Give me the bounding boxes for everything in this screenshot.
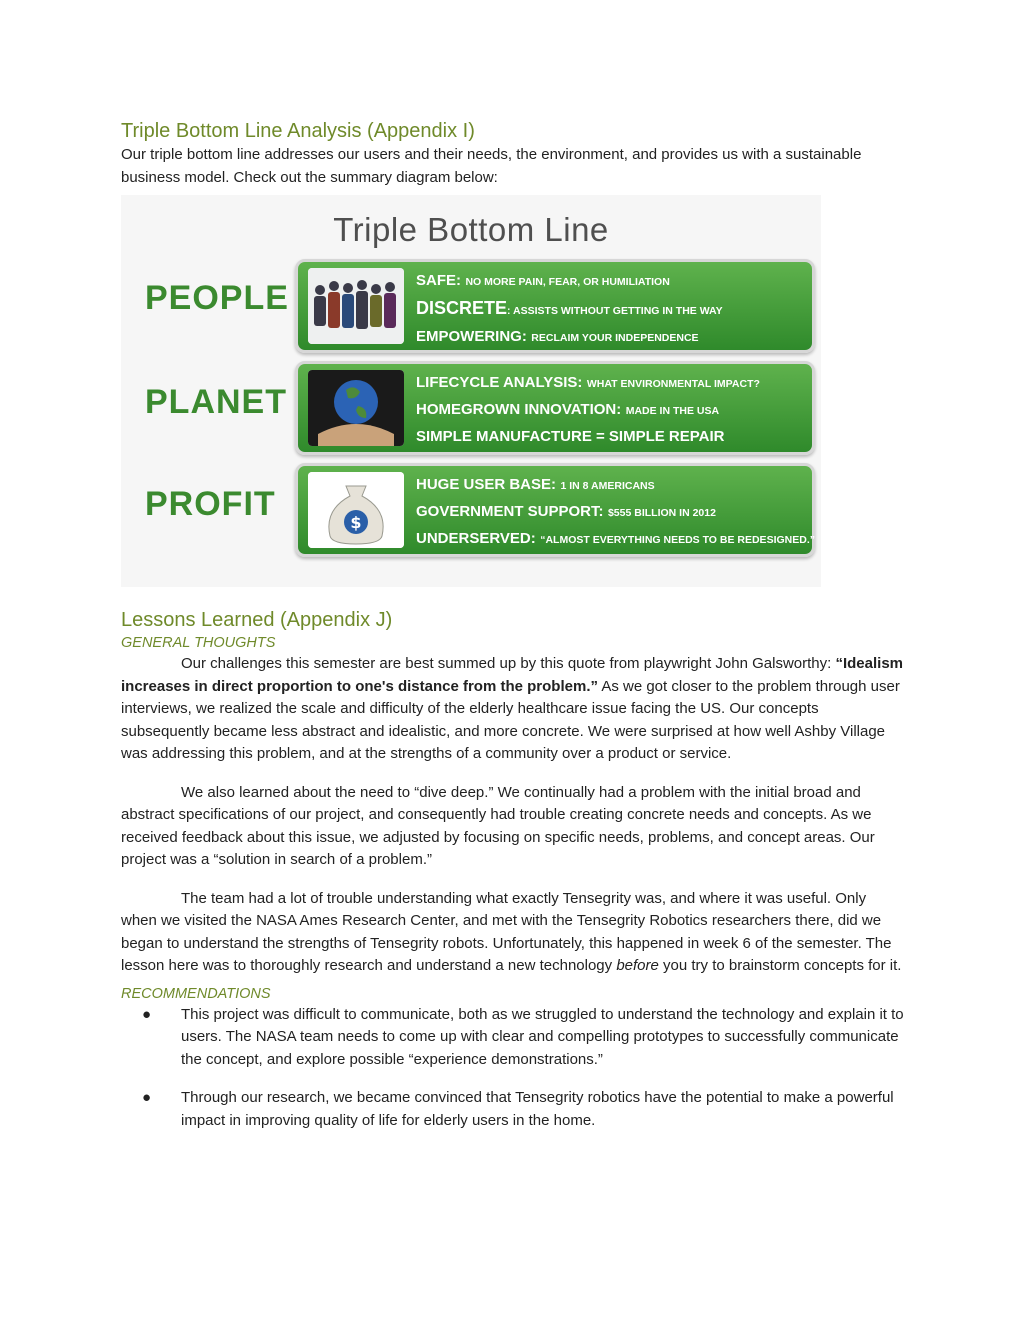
section-title-lessons: Lessons Learned (Appendix J) <box>121 609 393 631</box>
list-item: ● Through our research, we became convinced that Tensegrity robotics have the potential to make a powerful impact in improving quality of life for elderly users in the home. <box>142 1089 894 1129</box>
diagram-title: Triple Bottom Line <box>333 211 609 248</box>
profit-line-1: HUGE USER BASE: 1 IN 8 AMERICANS <box>416 476 655 493</box>
people-line-3: EMPOWERING: RECLAIM YOUR INDEPENDENCE <box>416 328 699 345</box>
paragraph-2: We also learned about the need to “dive deep.” We continually had a problem with the initial broad and abstract specifications of our project, and consequently had trouble creating concrete needs and concepts. As we received feedback about this issue, we adjusted by focusing on specific needs, problems, and concept areas. Our project was a “solution in search of a problem.” <box>121 783 875 868</box>
profit-line-2: GOVERNMENT SUPPORT: $555 BILLION IN 2012 <box>416 503 716 520</box>
people-crowd-icon <box>308 268 404 344</box>
list-item: ● This project was difficult to communicate, both as we struggled to understand the technology and explain it to users. The NASA team needs to come up with clear and compelling prototypes to successfully communicate the concept, and explore possible “experience demonstrations.” <box>142 1005 904 1068</box>
subheading-general-thoughts: GENERAL THOUGHTS <box>121 635 276 651</box>
planet-line-1: LIFECYCLE ANALYSIS: WHAT ENVIRONMENTAL IMPACT? <box>416 374 760 391</box>
money-bag-icon <box>308 472 404 548</box>
people-line-1: SAFE: NO MORE PAIN, FEAR, OR HUMILIATION <box>416 272 670 289</box>
planet-line-3: SIMPLE MANUFACTURE = SIMPLE REPAIR <box>416 428 725 445</box>
tbl-intro-paragraph: Our triple bottom line addresses our users and their needs, the environment, and provides us with a sustainable business model. Check out the summary diagram below: <box>121 146 862 186</box>
paragraph-3: The team had a lot of trouble understanding what exactly Tensegrity was, and where it was useful. Only when we visited the NASA Ames Research Center, and met with the Tensegrity Robotics researchers there, did we began to understand the strengths of Tensegrity robots. Unfortunately, this happened in week 6 of the semester. The lesson here was to thoroughly research and understand a new technology before you try to brainstorm concepts for it. <box>121 889 902 974</box>
band-planet <box>295 361 815 455</box>
subheading-recommendations: RECOMMENDATIONS <box>121 985 271 1002</box>
row-label-planet: PLANET <box>145 383 287 421</box>
triple-bottom-line-diagram <box>121 195 821 587</box>
bullet-icon: ● <box>142 1005 152 1023</box>
svg-text:$: $ <box>350 513 362 532</box>
section-title-tbl: Triple Bottom Line Analysis (Appendix I) <box>121 120 475 142</box>
planet-line-2: HOMEGROWN INNOVATION: MADE IN THE USA <box>416 401 720 418</box>
bullet-icon: ● <box>142 1089 152 1106</box>
profit-line-3: UNDERSERVED: “ALMOST EVERYTHING NEEDS TO BE REDESIGNED.” <box>416 530 815 547</box>
recommendations-list <box>121 1004 906 1133</box>
row-label-profit: PROFIT <box>145 485 276 523</box>
band-people <box>295 259 815 353</box>
document-page <box>121 118 906 1132</box>
paragraph-1: Our challenges this semester are best summed up by this quote from playwright John Galsworthy: “Idealism increases in direct proportion to one's distance from the problem.” As we got closer to the problem through user interviews, we realized the scale and difficulty of the elderly healthcare issue facing the US. Our concepts subsequently became less abstract and idealistic, and more concrete. We were surprised at how well Ashby Village was addressing this problem, and at the strengths of a community over a product or service. <box>121 655 903 762</box>
people-line-2: DISCRETE: ASSISTS WITHOUT GETTING IN THE WAY <box>416 298 723 318</box>
row-label-people: PEOPLE <box>145 279 289 317</box>
earth-in-hands-icon <box>308 370 404 446</box>
galsworthy-quote: “Idealism increases in direct proportion to one's distance from the problem.” <box>121 655 903 695</box>
band-profit <box>295 463 815 557</box>
